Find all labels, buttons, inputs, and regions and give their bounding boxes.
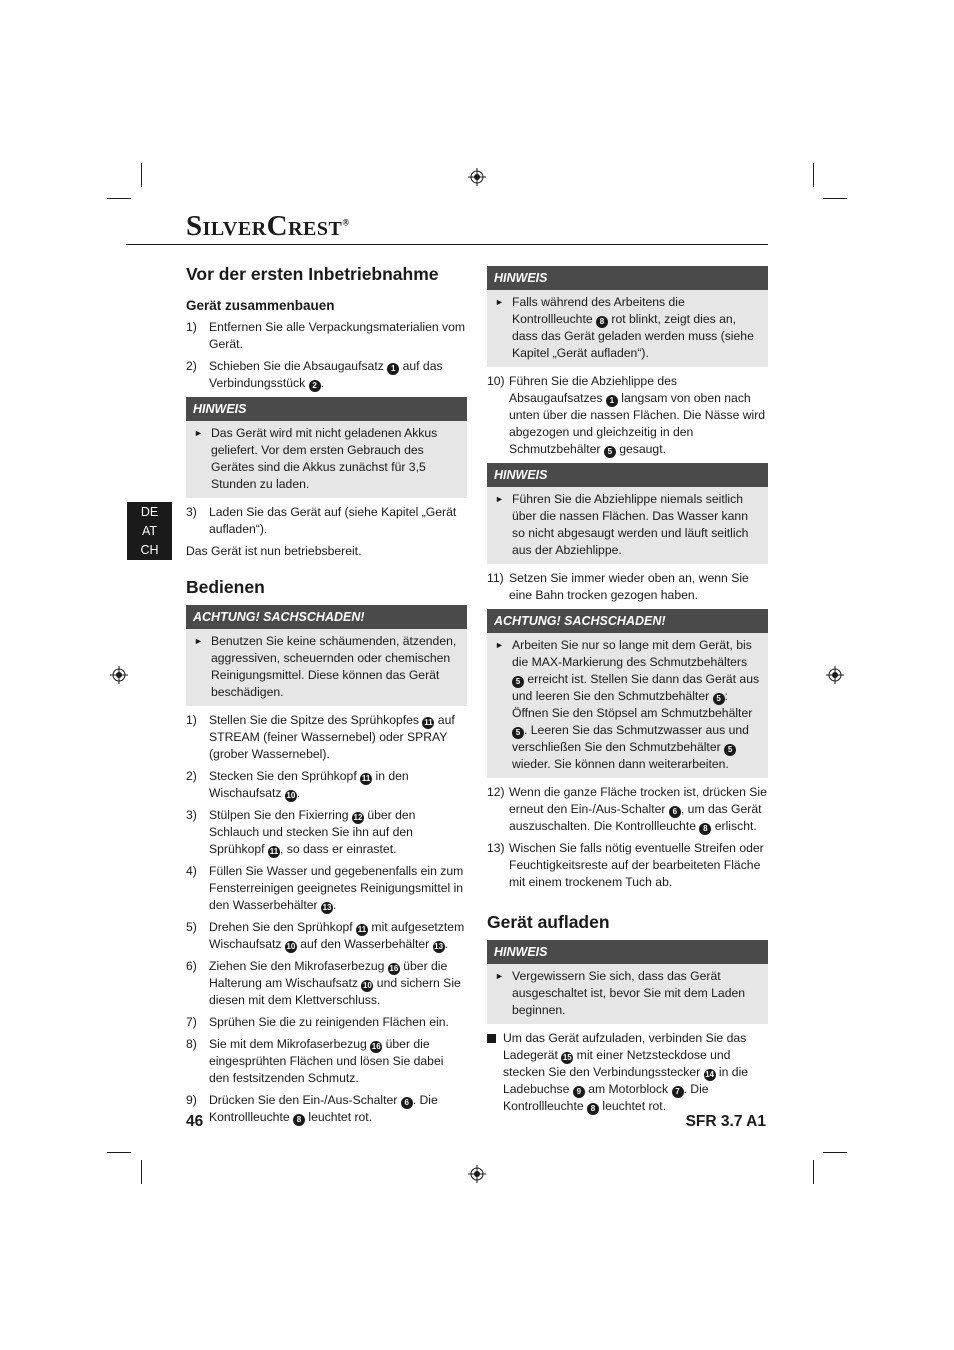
registration-mark-icon — [826, 666, 844, 684]
registration-mark-icon — [468, 168, 486, 186]
note-text: Falls während des Arbeitens die Kontrollleuchte 8 rot blinkt, zeigt dies an, dass das Gerät geladen werden muss (siehe Kapitel „Gerät aufladen“). — [512, 295, 754, 360]
step-item — [487, 373, 768, 458]
note-text: Vergewissern Sie sich, dass das Gerät ausgeschaltet ist, bevor Sie mit dem Laden beginnen. — [512, 969, 746, 1017]
step-item — [487, 784, 768, 835]
step-text: Sie mit dem Mikrofaserbezug 16 über die eingesprühten Flächen und lösen Sie dabei den festsitzenden Schmutz. — [209, 1037, 444, 1085]
part-number-badge: 11 — [269, 847, 279, 856]
section-title: Bedienen — [186, 577, 265, 597]
step-text: Entfernen Sie alle Verpackungsmaterialien vom Gerät. — [209, 320, 466, 351]
step-text: Stellen Sie die Spitze des Sprühkopfes 11 auf STREAM (feiner Wassernebel) oder SPRAY (grober Wassernebel). — [209, 713, 455, 761]
part-number-badge: 10 — [286, 791, 296, 800]
arrow-icon: ► — [495, 494, 504, 504]
note-box — [487, 463, 768, 564]
part-number-badge: 6 — [401, 1097, 413, 1109]
step-text: Sprühen Sie die zu reinigenden Flächen ein. — [209, 1015, 449, 1029]
part-number-badge: 5 — [512, 727, 524, 739]
part-number-badge: 5 — [512, 676, 524, 688]
arrow-icon: ► — [495, 971, 504, 981]
warning-box — [186, 605, 467, 706]
arrow-icon: ► — [194, 428, 203, 438]
step-10 — [487, 373, 768, 458]
left-column — [186, 262, 467, 1131]
registration-mark-icon — [468, 1165, 486, 1183]
section-title: Vor der ersten Inbetriebnahme — [186, 264, 439, 284]
warning-text: Arbeiten Sie nur so lange mit dem Gerät, bis die MAX-Markierung des Schmutzbehälters 5 erreicht ist. Stellen Sie dann das Gerät aus und leeren Sie den Schmutzbehälter 5 : Öffnen Sie den Stöpsel am Schmutzbehälter 5 . Leeren Sie das Schmutzwasser aus und verschließen Sie den Schmutzbehälter 5 wieder. Sie können dann weiterarbeiten. — [512, 638, 760, 771]
part-number-badge: 1 — [387, 363, 399, 375]
note-heading: HINWEIS — [487, 463, 768, 487]
step-item — [186, 319, 467, 353]
part-number-badge: 8 — [587, 1103, 599, 1115]
crop-mark — [813, 163, 814, 187]
part-number-badge: 16 — [389, 964, 399, 973]
header-rule — [126, 244, 768, 245]
part-number-badge: 14 — [705, 1070, 714, 1079]
part-number-badge: 15 — [562, 1053, 572, 1062]
arrow-icon: ► — [194, 636, 203, 646]
note-box — [186, 397, 467, 498]
step-text: Laden Sie das Gerät auf (siehe Kapitel „Gerät aufladen“). — [209, 505, 457, 536]
step-item — [186, 1036, 467, 1087]
square-bullet-icon — [487, 1034, 496, 1043]
warning-heading: ACHTUNG! SACHSCHADEN! — [487, 609, 768, 633]
note-heading: HINWEIS — [487, 266, 768, 290]
step-13 — [487, 840, 768, 891]
step-item — [487, 570, 768, 604]
language-tab — [127, 502, 172, 560]
subsection-title: Gerät zusammenbauen — [186, 298, 335, 313]
step-item — [186, 807, 467, 858]
model-name: SFR 3.7 A1 — [685, 1113, 766, 1130]
part-number-badge: 11 — [357, 925, 367, 934]
arrow-icon: ► — [495, 297, 504, 307]
lang-at: AT — [141, 524, 158, 538]
step-item — [186, 504, 467, 538]
step-number: 11) — [487, 571, 504, 585]
right-column — [487, 266, 768, 1120]
step-number: 7) — [186, 1015, 197, 1029]
step-item — [487, 840, 768, 891]
crop-mark — [141, 163, 142, 187]
part-number-badge: 5 — [713, 693, 725, 705]
part-number-badge: 13 — [434, 942, 444, 951]
bullet-text: Um das Gerät aufzuladen, verbinden Sie das Ladegerät 15 mit einer Netzsteckdose und stecken Sie den Verbindungsstecker 14 in die Ladebuchse 9 am Motorblock 7 . Die Kontrollleuchte 8 leuchtet rot. — [503, 1031, 749, 1113]
step-number: 3) — [186, 808, 197, 822]
step-text: Wischen Sie falls nötig eventuelle Streifen oder Feuchtigkeitsreste auf der bearbeiteten Fläche mit einem trockenem Tuch ab. — [509, 841, 764, 889]
warning-box — [487, 609, 768, 778]
section-title: Gerät aufladen — [487, 912, 610, 932]
note-box — [487, 266, 768, 367]
part-number-badge: 2 — [309, 380, 321, 392]
part-number-badge: 5 — [604, 446, 616, 458]
part-number-badge: 5 — [724, 744, 736, 756]
crop-mark — [813, 1160, 814, 1184]
crop-mark — [141, 1160, 142, 1184]
step-number: 2) — [186, 359, 197, 373]
step-number: 12) — [487, 785, 505, 799]
step-number: 9) — [186, 1093, 197, 1107]
crop-mark — [823, 1152, 847, 1153]
part-number-badge: 9 — [573, 1086, 585, 1098]
step-item — [186, 768, 467, 802]
step-text: Setzen Sie immer wieder oben an, wenn Sie eine Bahn trocken gezogen haben. — [509, 571, 749, 602]
bullet-item — [487, 1030, 768, 1115]
crop-mark — [823, 198, 847, 199]
arrow-icon: ► — [495, 640, 504, 650]
step-text: Schieben Sie die Absaugaufsatz 1 auf das Verbindungsstück 2 . — [209, 359, 443, 390]
step-item — [186, 863, 467, 914]
step-text: Stecken Sie den Sprühkopf 11 in den Wischaufsatz 10 . — [209, 769, 409, 800]
steps-assembly — [186, 319, 467, 392]
step-item — [186, 1092, 467, 1126]
step-text: Wenn die ganze Fläche trocken ist, drücken Sie erneut den Ein-/Aus-Schalter 6 , um das Gerät auszuschalten. Die Kontrollleuchte 8 erlischt. — [509, 785, 767, 833]
part-number-badge: 8 — [596, 316, 608, 328]
step-text: Ziehen Sie den Mikrofaserbezug 16 über die Halterung am Wischaufsatz 10 und sichern Sie diesen mit dem Klettverschluss. — [209, 959, 461, 1007]
ready-text: Das Gerät ist nun betriebsbereit. — [186, 544, 362, 558]
step-number: 13) — [487, 841, 505, 855]
step-number: 2) — [186, 769, 197, 783]
part-number-badge: 11 — [361, 774, 371, 783]
part-number-badge: 10 — [362, 981, 372, 990]
steps-charge — [186, 504, 467, 538]
step-item — [186, 358, 467, 392]
warning-text: Benutzen Sie keine schäumenden, ätzenden, aggressiven, scheuernden oder chemischen Reinigungsmittel. Diese können das Gerät beschädigen. — [211, 634, 457, 699]
steps-operate — [186, 712, 467, 1126]
note-heading: HINWEIS — [186, 397, 467, 421]
note-text: Führen Sie die Abziehlippe niemals seitlich über die nassen Flächen. Das Wasser kann so nicht abgesaugt werden und läuft seitlich aus der Abziehlippe. — [512, 492, 749, 557]
lang-de: DE — [140, 505, 159, 519]
part-number-badge: 8 — [699, 823, 711, 835]
part-number-badge: 16 — [371, 1042, 381, 1051]
note-box — [487, 940, 768, 1024]
step-item — [186, 958, 467, 1009]
step-11 — [487, 570, 768, 604]
part-number-badge: 12 — [353, 813, 363, 822]
step-text: Drücken Sie den Ein-/Aus-Schalter 6 . Die Kontrollleuchte 8 leuchtet rot. — [209, 1093, 438, 1124]
step-text: Drehen Sie den Sprühkopf 11 mit aufgesetztem Wischaufsatz 10 auf den Wasserbehälter 13 . — [209, 920, 465, 951]
part-number-badge: 8 — [293, 1114, 305, 1126]
step-number: 4) — [186, 864, 197, 878]
step-text: Stülpen Sie den Fixierring 12 über den Schlauch und stecken Sie ihn auf den Sprühkopf 11 , so dass er einrastet. — [209, 808, 416, 856]
part-number-badge: 11 — [424, 718, 433, 727]
step-item — [186, 712, 467, 763]
step-number: 6) — [186, 959, 197, 973]
part-number-badge: 6 — [669, 806, 681, 818]
step-number: 10) — [487, 374, 505, 388]
step-12 — [487, 784, 768, 835]
step-text: Füllen Sie Wasser und gegebenenfalls ein zum Fensterreinigen geeignetes Reinigungsmittel in den Wasserbehälter 13 . — [209, 864, 464, 912]
warning-heading: ACHTUNG! SACHSCHADEN! — [186, 605, 467, 629]
step-number: 3) — [186, 505, 197, 519]
registration-mark-icon — [110, 666, 128, 684]
step-text: Führen Sie die Abziehlippe des Absaugaufsatzes 1 langsam von oben nach unten über die nassen Flächen. Die Nässe wird abgezogen und gleichzeitig in den Schmutzbehälter 5 gesaugt. — [509, 374, 766, 456]
step-number: 1) — [186, 713, 197, 727]
step-number: 5) — [186, 920, 197, 934]
crop-mark — [107, 198, 131, 199]
part-number-badge: 7 — [672, 1086, 684, 1098]
page-number: 46 — [186, 1113, 204, 1130]
part-number-badge: 1 — [606, 395, 618, 407]
step-item — [186, 1014, 467, 1031]
part-number-badge: 13 — [322, 903, 332, 912]
step-item — [186, 919, 467, 953]
step-number: 1) — [186, 320, 197, 334]
note-heading: HINWEIS — [487, 940, 768, 964]
step-number: 8) — [186, 1037, 197, 1051]
part-number-badge: 10 — [286, 942, 296, 951]
crop-mark — [107, 1152, 131, 1153]
lang-ch: CH — [140, 543, 159, 557]
brand-logo: SILVERCREST® — [186, 210, 350, 242]
note-text: Das Gerät wird mit nicht geladenen Akkus geliefert. Vor dem ersten Gebrauch des Gerätes sind die Akkus zunächst für 3,5 Stunden zu laden. — [211, 426, 438, 491]
